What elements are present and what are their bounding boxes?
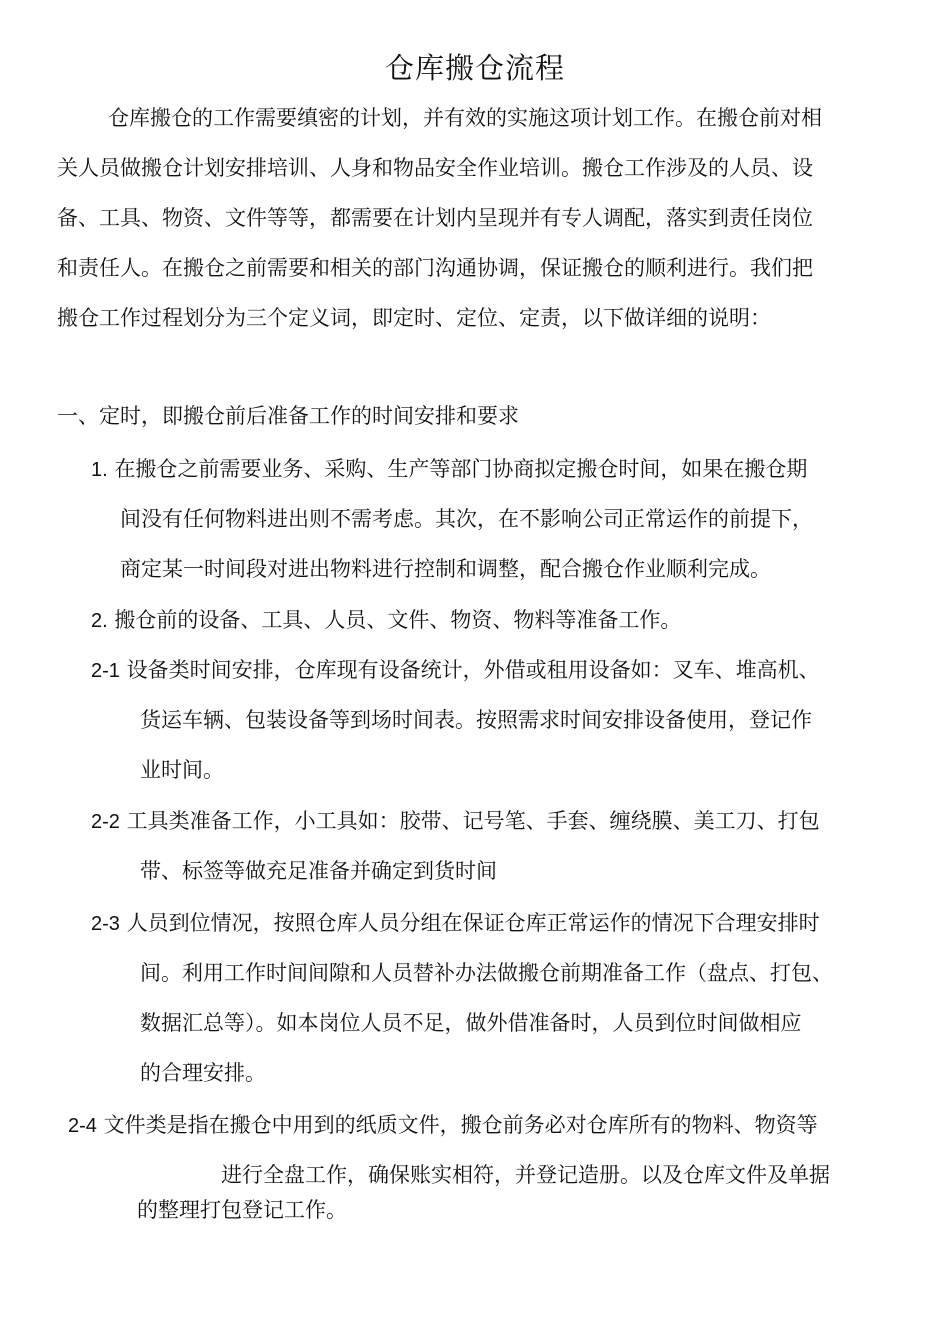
sub2-number: 2-2 (91, 811, 120, 833)
item1-text: 在搬仓之前需要业务、采购、生产等部门协商拟定搬仓时间，如果在搬仓期 (114, 457, 808, 481)
sub3-text: 人员到位情况，按照仓库人员分组在保证仓库正常运作的情况下合理安排时 (126, 911, 820, 935)
sub1-number: 2-1 (91, 660, 120, 682)
sub4-text: 文件类是指在搬仓中用到的纸质文件，搬仓前务必对仓库所有的物料、物资等 (103, 1113, 818, 1137)
sub2-line-2: 带、标签等做充足准备并确定到货时间 (140, 859, 497, 883)
intro-line-4: 和责任人。在搬仓之前需要和相关的部门沟通协调，保证搬仓的顺利进行。我们把 (57, 256, 813, 280)
item1-line-3: 商定某一时间段对进出物料进行控制和调整，配合搬仓作业顺利完成。 (120, 557, 771, 581)
sub3-line-3: 数据汇总等）。如本岗位人员不足，做外借准备时，人员到位时间做相应 (140, 1011, 802, 1035)
sub1-line-2: 货运车辆、包装设备等到场时间表。按照需求时间安排设备使用，登记作 (140, 708, 812, 732)
item2-row (91, 606, 681, 635)
intro-line-5: 搬仓工作过程划分为三个定义词，即定时、定位、定责，以下做详细的说明： (57, 306, 771, 330)
item2-text: 搬仓前的设备、工具、人员、文件、物资、物料等准备工作。 (114, 608, 682, 632)
sub3-row (91, 909, 820, 938)
sub2-row (91, 807, 820, 836)
intro-line-1: 仓库搬仓的工作需要缜密的计划，并有效的实施这项计划工作。在搬仓前对相 (108, 106, 822, 130)
sub3-line-4: 的合理安排。 (140, 1061, 266, 1085)
item1-row (91, 455, 807, 484)
item1-line-2: 间没有任何物料进出则不需考虑。其次，在不影响公司正常运作的前提下， (120, 507, 813, 531)
sub1-text: 设备类时间安排，仓库现有设备统计，外借或租用设备如：叉车、堆高机、 (126, 658, 820, 682)
sub1-row (91, 656, 820, 685)
sub3-number: 2-3 (91, 913, 120, 935)
page-title: 仓库搬仓流程 (384, 51, 565, 85)
item1-number: 1. (91, 459, 108, 481)
sub4-line-3: 的整理打包登记工作。 (137, 1198, 347, 1222)
sub2-text: 工具类准备工作，小工具如：胶带、记号笔、手套、缠绕膜、美工刀、打包 (126, 809, 820, 833)
sub3-line-2: 间。利用工作时间间隙和人员替补办法做搬仓前期准备工作（盘点、打包、 (140, 961, 833, 985)
item2-number: 2. (91, 610, 108, 632)
sub1-line-3: 业时间。 (140, 758, 224, 782)
sub4-line-2: 进行全盘工作，确保账实相符，并登记造册。以及仓库文件及单据 (221, 1163, 830, 1187)
sub4-row (68, 1111, 818, 1140)
sub4-number: 2-4 (68, 1115, 97, 1137)
intro-line-3: 备、工具、物资、文件等等，都需要在计划内呈现并有专人调配，落实到责任岗位 (57, 206, 813, 230)
intro-line-2: 关人员做搬仓计划安排培训、人身和物品安全作业培训。搬仓工作涉及的人员、设 (57, 156, 813, 180)
section-heading: 一、定时，即搬仓前后准备工作的时间安排和要求 (57, 404, 519, 428)
